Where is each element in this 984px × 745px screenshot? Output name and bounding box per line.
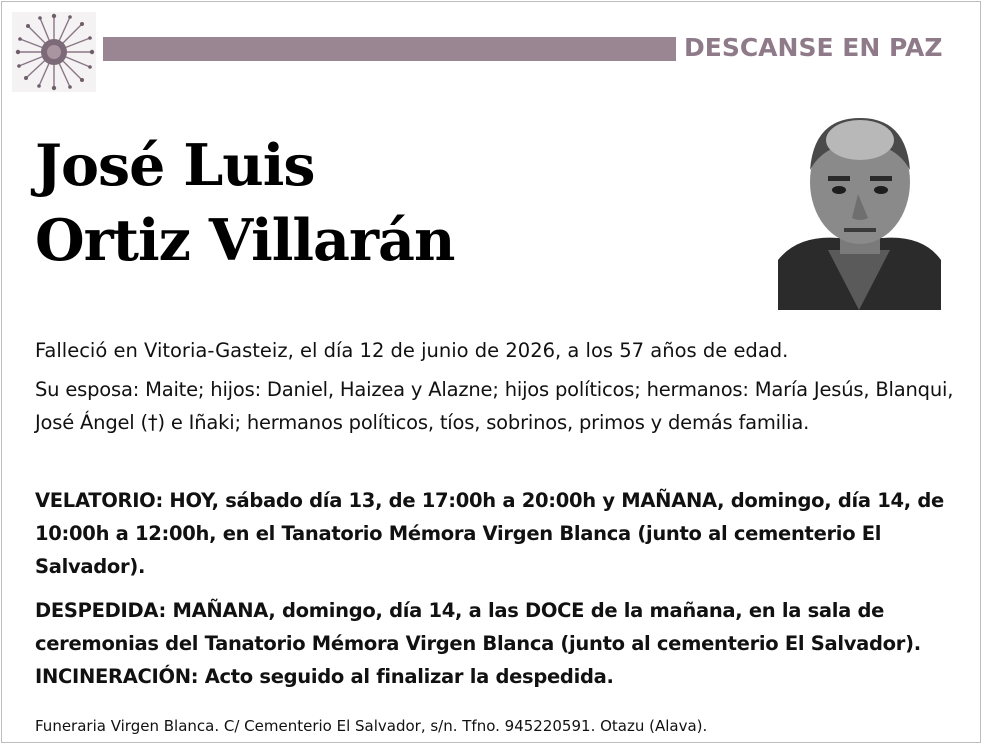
funeral-home-footer: Funeraria Virgen Blanca. C/ Cementerio El Salvador, s/n. Tfno. 945220591. Otazu (Alava). [35, 717, 708, 735]
portrait-photo [778, 110, 941, 310]
thistle-flower-icon [12, 12, 96, 92]
header-tag: DESCANSE EN PAZ [684, 33, 943, 62]
header-accent-bar [103, 37, 676, 61]
family-paragraph: Su esposa: Maite; hijos: Daniel, Haizea y Alazne; hijos políticos; hermanos: María Jesús, Blanqui, José Ángel (†) e Iñaki; hermanos políticos, tíos, sobrinos, primos y demás familia. [35, 378, 954, 434]
deceased-name [35, 128, 454, 278]
wake-paragraph: VELATORIO: HOY, sábado día 13, de 17:00h a 20:00h y MAÑANA, domingo, día 14, de 10:00h a 12:00h, en el Tanatorio Mémora Virgen Blanca (junto al cementerio El Salvador). [35, 489, 944, 578]
name-line-1: José Luis [35, 132, 315, 199]
name-line-2: Ortiz Villarán [35, 207, 455, 274]
death-notice-paragraph: Falleció en Vitoria-Gasteiz, el día 12 de junio de 2026, a los 57 años de edad. [35, 339, 789, 362]
farewell-paragraph: DESPEDIDA: MAÑANA, domingo, día 14, a las DOCE de la mañana, en la sala de ceremonias del Tanatorio Mémora Virgen Blanca (junto al cementerio El Salvador). INCINERACIÓN: Acto seguido al finalizar la despedida. [35, 599, 921, 688]
